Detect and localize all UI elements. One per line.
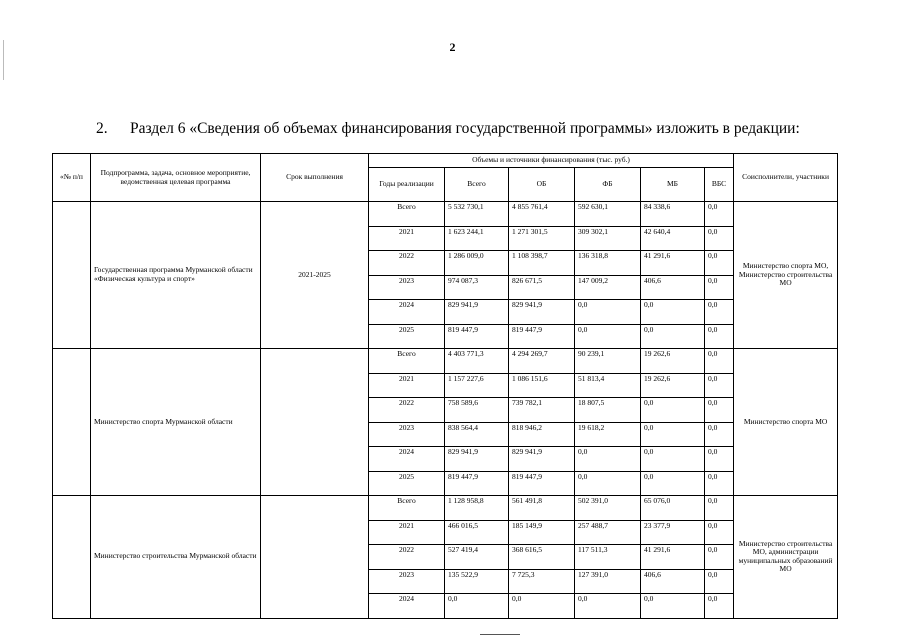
fb-cell: 0,0 [575, 471, 641, 496]
heading-text: Раздел 6 «Сведения об объемах финансирования государственной программы» изложить в редакции: [130, 120, 800, 137]
mb-cell: 41 291,6 [641, 545, 705, 570]
total-cell: 1 157 227,6 [445, 373, 509, 398]
vbs-cell: 0,0 [705, 373, 734, 398]
fb-cell: 127 391,0 [575, 569, 641, 594]
total-cell: 829 941,9 [445, 300, 509, 325]
ob-cell: 1 086 151,6 [509, 373, 575, 398]
total-cell: 527 419,4 [445, 545, 509, 570]
mb-cell: 0,0 [641, 471, 705, 496]
ob-cell: 829 941,9 [509, 447, 575, 472]
vbs-cell: 0,0 [705, 300, 734, 325]
financing-table [52, 153, 838, 619]
total-cell: 819 447,9 [445, 471, 509, 496]
mb-cell: 19 262,6 [641, 349, 705, 374]
year-cell: 2023 [369, 422, 445, 447]
fb-cell: 257 488,7 [575, 520, 641, 545]
ob-cell: 739 782,1 [509, 398, 575, 423]
group-num-cell [53, 349, 91, 496]
total-cell: 1 623 244,1 [445, 226, 509, 251]
mb-cell: 0,0 [641, 422, 705, 447]
mb-cell: 42 640,4 [641, 226, 705, 251]
ob-cell: 368 616,5 [509, 545, 575, 570]
mb-cell: 406,6 [641, 569, 705, 594]
year-cell: 2024 [369, 300, 445, 325]
mb-cell: 0,0 [641, 594, 705, 619]
fb-cell: 147 009,2 [575, 275, 641, 300]
fb-cell: 0,0 [575, 447, 641, 472]
group-name-cell: Государственная программа Мурманской области «Физическая культура и спорт» [91, 202, 261, 349]
total-cell: 819 447,9 [445, 324, 509, 349]
mb-cell: 19 262,6 [641, 373, 705, 398]
vbs-cell: 0,0 [705, 398, 734, 423]
vbs-cell: 0,0 [705, 471, 734, 496]
year-cell: 2021 [369, 520, 445, 545]
mb-cell: 0,0 [641, 398, 705, 423]
vbs-cell: 0,0 [705, 202, 734, 227]
group-num-cell [53, 496, 91, 619]
header-name: Подпрограмма, задача, основное мероприятие, ведомственная целевая программа [91, 154, 261, 202]
ob-cell: 4 294 269,7 [509, 349, 575, 374]
vbs-cell: 0,0 [705, 349, 734, 374]
group-term-cell [261, 496, 369, 619]
mb-cell: 41 291,6 [641, 251, 705, 276]
header-years: Годы реализации [369, 168, 445, 202]
ob-cell: 819 447,9 [509, 471, 575, 496]
year-cell: 2025 [369, 471, 445, 496]
total-cell: 974 087,3 [445, 275, 509, 300]
year-cell: 2025 [369, 324, 445, 349]
fb-cell: 117 511,3 [575, 545, 641, 570]
ob-cell: 829 941,9 [509, 300, 575, 325]
vbs-cell: 0,0 [705, 324, 734, 349]
fb-cell: 0,0 [575, 300, 641, 325]
group-executors-cell: Министерство строительства МО, администрации муниципальных образований МО [734, 496, 838, 619]
total-cell: 466 016,5 [445, 520, 509, 545]
year-cell: Всего [369, 349, 445, 374]
table-body [53, 202, 838, 619]
mb-cell: 406,6 [641, 275, 705, 300]
fb-cell: 51 813,4 [575, 373, 641, 398]
vbs-cell: 0,0 [705, 251, 734, 276]
ob-cell: 7 725,3 [509, 569, 575, 594]
ob-cell: 818 946,2 [509, 422, 575, 447]
mb-cell: 65 076,0 [641, 496, 705, 521]
vbs-cell: 0,0 [705, 569, 734, 594]
fb-cell: 309 302,1 [575, 226, 641, 251]
ob-cell: 1 271 301,5 [509, 226, 575, 251]
vbs-cell: 0,0 [705, 545, 734, 570]
total-cell: 829 941,9 [445, 447, 509, 472]
year-cell: 2022 [369, 398, 445, 423]
mb-cell: 0,0 [641, 300, 705, 325]
year-cell: 2022 [369, 545, 445, 570]
header-mb: МБ [641, 168, 705, 202]
vbs-cell: 0,0 [705, 447, 734, 472]
total-cell: 5 532 730,1 [445, 202, 509, 227]
year-cell: Всего [369, 496, 445, 521]
header-term: Срок выполнения [261, 154, 369, 202]
mb-cell: 84 338,6 [641, 202, 705, 227]
year-cell: 2024 [369, 447, 445, 472]
ob-cell: 1 108 398,7 [509, 251, 575, 276]
header-total: Всего [445, 168, 509, 202]
fb-cell: 0,0 [575, 324, 641, 349]
table-row [53, 496, 838, 521]
year-cell: 2023 [369, 275, 445, 300]
fb-cell: 592 630,1 [575, 202, 641, 227]
mb-cell: 0,0 [641, 447, 705, 472]
group-executors-cell: Министерство спорта МО, Министерство строительства МО [734, 202, 838, 349]
total-cell: 838 564,4 [445, 422, 509, 447]
fb-cell: 90 239,1 [575, 349, 641, 374]
ob-cell: 4 855 761,4 [509, 202, 575, 227]
page-number: 2 [449, 40, 456, 54]
group-num-cell [53, 202, 91, 349]
fb-cell: 18 807,5 [575, 398, 641, 423]
header-num: «№ п/п [53, 154, 91, 202]
group-term-cell [261, 349, 369, 496]
fb-cell: 0,0 [575, 594, 641, 619]
ob-cell: 826 671,5 [509, 275, 575, 300]
group-name-cell: Министерство спорта Мурманской области [91, 349, 261, 496]
fb-cell: 19 618,2 [575, 422, 641, 447]
vbs-cell: 0,0 [705, 422, 734, 447]
group-name-cell: Министерство строительства Мурманской области [91, 496, 261, 619]
vbs-cell: 0,0 [705, 520, 734, 545]
header-fb: ФБ [575, 168, 641, 202]
mb-cell: 23 377,9 [641, 520, 705, 545]
ob-cell: 0,0 [509, 594, 575, 619]
header-vbs: ВБС [705, 168, 734, 202]
year-cell: Всего [369, 202, 445, 227]
vbs-cell: 0,0 [705, 594, 734, 619]
total-cell: 1 128 958,8 [445, 496, 509, 521]
vbs-cell: 0,0 [705, 226, 734, 251]
year-cell: 2021 [369, 226, 445, 251]
group-term-cell: 2021-2025 [261, 202, 369, 349]
scan-artifact-line [480, 634, 520, 635]
total-cell: 758 589,6 [445, 398, 509, 423]
total-cell: 1 286 009,0 [445, 251, 509, 276]
ob-cell: 185 149,9 [509, 520, 575, 545]
table-row [53, 202, 838, 227]
ob-cell: 819 447,9 [509, 324, 575, 349]
group-executors-cell: Министерство спорта МО [734, 349, 838, 496]
mb-cell: 0,0 [641, 324, 705, 349]
header-ob: ОБ [509, 168, 575, 202]
vbs-cell: 0,0 [705, 496, 734, 521]
heading-number: 2. [96, 120, 108, 137]
total-cell: 0,0 [445, 594, 509, 619]
fb-cell: 136 318,8 [575, 251, 641, 276]
vbs-cell: 0,0 [705, 275, 734, 300]
year-cell: 2024 [369, 594, 445, 619]
total-cell: 4 403 771,3 [445, 349, 509, 374]
table-row [53, 349, 838, 374]
section-heading [96, 120, 800, 138]
ob-cell: 561 491,8 [509, 496, 575, 521]
header-volumes: Объемы и источники финансирования (тыс. руб.) [369, 154, 734, 168]
year-cell: 2023 [369, 569, 445, 594]
header-executors: Соисполнители, участники [734, 154, 838, 202]
total-cell: 135 522,9 [445, 569, 509, 594]
fb-cell: 502 391,0 [575, 496, 641, 521]
year-cell: 2022 [369, 251, 445, 276]
year-cell: 2021 [369, 373, 445, 398]
